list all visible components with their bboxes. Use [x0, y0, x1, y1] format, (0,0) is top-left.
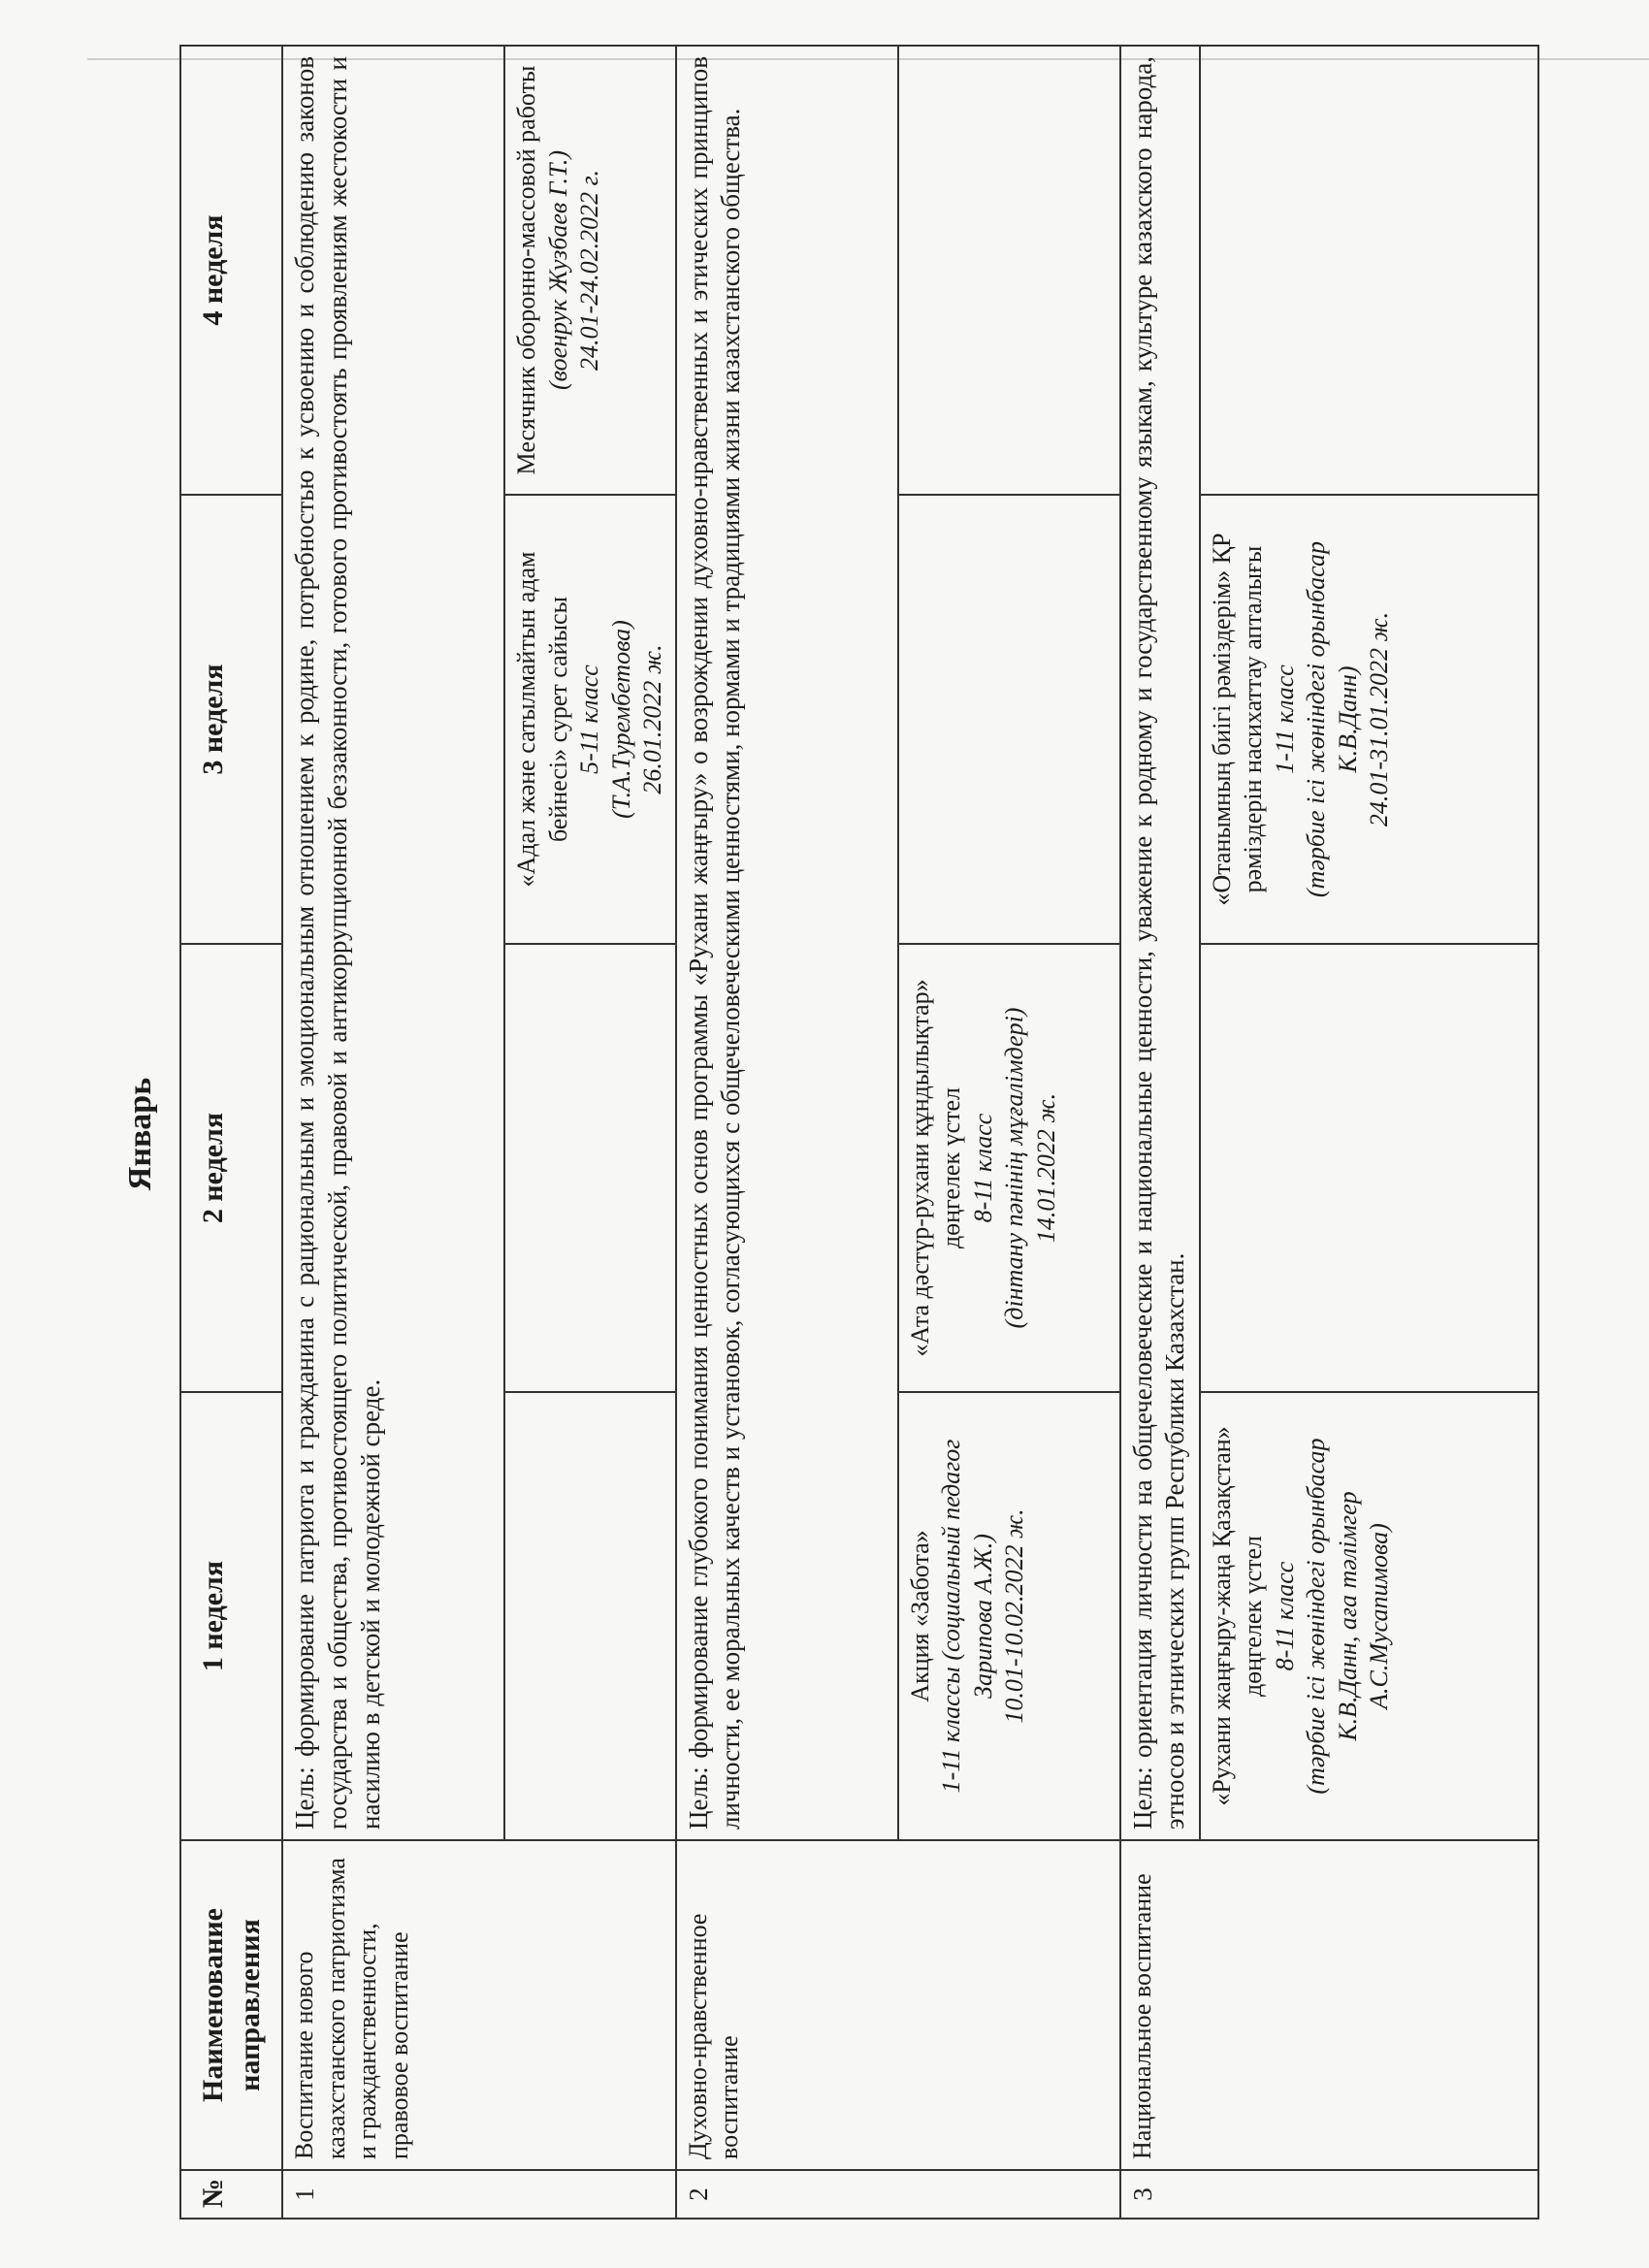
- section-2-week-1-cell: [898, 1392, 1120, 1840]
- section-1-number: 1: [282, 2170, 676, 2219]
- event-class: 8-11 класс: [1270, 1561, 1299, 1671]
- section-3-week-3-cell: [1200, 495, 1538, 944]
- event-class: 1-11 класс: [1270, 664, 1299, 774]
- section-3-goal: Цель: ориентация личности на общечеловеческие и национальные ценности, уважение к родному и государственному языкам, культуре казахского народа, этносов и этнических групп Республики Казахстан.: [1120, 46, 1200, 1840]
- section-3-week-2-cell: [1200, 944, 1538, 1392]
- header-num: №: [180, 2170, 282, 2219]
- plan-table: [179, 45, 1539, 2219]
- section-1-week-1-cell: [504, 1392, 676, 1840]
- event-title: Акция «Забота»: [905, 1530, 934, 1702]
- header-week-1: 1 неделя: [180, 1392, 282, 1840]
- section-1-week-3-cell: [504, 495, 676, 944]
- event-date: 10.01-10.02.2022 ж.: [1000, 1508, 1028, 1724]
- event-responsible: (тәрбие ісі жөніндегі орынбасар К.В.Данн, аға тәлімгер А.С.Мусапимова): [1302, 1438, 1393, 1795]
- section-2-goal: Цель: формирование глубокого понимания ценностных основ программы «Рухани жаңғыру» о возрождении духовно-нравственных и этических принципов личности, ее моральных качеств и установок, согласующихся с общечеловеческими ценностями, нормами и традициями жизни казахстанского общества.: [676, 46, 898, 1840]
- section-1-goal-row: [282, 46, 504, 2219]
- section-2-goal-row: [676, 46, 898, 2219]
- event-title: «Отанымның биігі рәміздерім» ҚР рәміздерін насихаттау апталығы: [1207, 533, 1267, 906]
- section-3-number: 3: [1120, 2170, 1538, 2219]
- header-direction: Наименование направления: [180, 1840, 282, 2170]
- event-responsible: (тәрбие ісі жөніндегі орынбасар К.В.Данн): [1302, 540, 1362, 898]
- event-class: 8-11 класс: [968, 1113, 997, 1223]
- event-responsible: (военрук Жузбаев Г.Т.): [543, 150, 572, 390]
- event-date: 24.01-24.02.2022 г.: [575, 170, 603, 371]
- event-class: 1-11 классы (социальный педагог Зарипова А.Ж.): [937, 1439, 997, 1794]
- header-week-4: 4 неделя: [180, 46, 282, 495]
- section-2-week-3-cell: [898, 495, 1120, 944]
- event-responsible: (дінтану пәнінің мұғалімдері): [1000, 1007, 1028, 1329]
- event-date: 14.01.2022 ж.: [1031, 1092, 1060, 1244]
- event-date: 24.01-31.01.2022 ж.: [1365, 611, 1393, 827]
- section-2-week-4-cell: [898, 46, 1120, 495]
- header-week-3: 3 неделя: [180, 495, 282, 944]
- section-1-direction: Воспитание нового казахстанского патриотизма и гражданственности, правовое воспитание: [282, 1840, 676, 2170]
- section-3-direction: Национальное воспитание: [1120, 1840, 1538, 2170]
- section-1-week-4-cell: [504, 46, 676, 495]
- section-2-week-2-cell: [898, 944, 1120, 1392]
- section-3-week-4-cell: [1200, 46, 1538, 495]
- event-class: 5-11 класс: [575, 664, 603, 774]
- event-title: «Адал және сатылмайтын адам бейнесі» сурет сайысы: [512, 551, 572, 888]
- event-title: «Ата дәстүр-рухани құндылықтар» дөңгелек үстел: [905, 979, 965, 1357]
- section-1-goal: Цель: формирование патриота и гражданина с рациональным и эмоциональным отношением к родине, потребностью к усвоению и соблюдению законов государства и общества, противостоящего политической, правовой и антикоррупционной беззаконности, готового противостоять проявлениям жестокости и насилию в детской и молодежной среде.: [282, 46, 504, 1840]
- section-2-number: 2: [676, 2170, 1120, 2219]
- table-header-row: [180, 46, 282, 2219]
- page-title: Январь: [122, 1077, 158, 1191]
- section-1-week-2-cell: [504, 944, 676, 1392]
- section-3-goal-row: [1120, 46, 1200, 2219]
- event-title: «Рухани жаңғыру-жаңа Қазақстан» дөңгелек үстел: [1207, 1426, 1267, 1806]
- section-2-direction: Духовно-нравственное воспитание: [676, 1840, 1120, 2170]
- event-responsible: (Т.А.Турембетова): [606, 620, 635, 819]
- section-3-week-1-cell: [1200, 1392, 1538, 1840]
- header-week-2: 2 неделя: [180, 944, 282, 1392]
- event-title: Месячник оборонно-массовой работы: [512, 65, 540, 475]
- event-date: 26.01.2022 ж.: [638, 644, 666, 794]
